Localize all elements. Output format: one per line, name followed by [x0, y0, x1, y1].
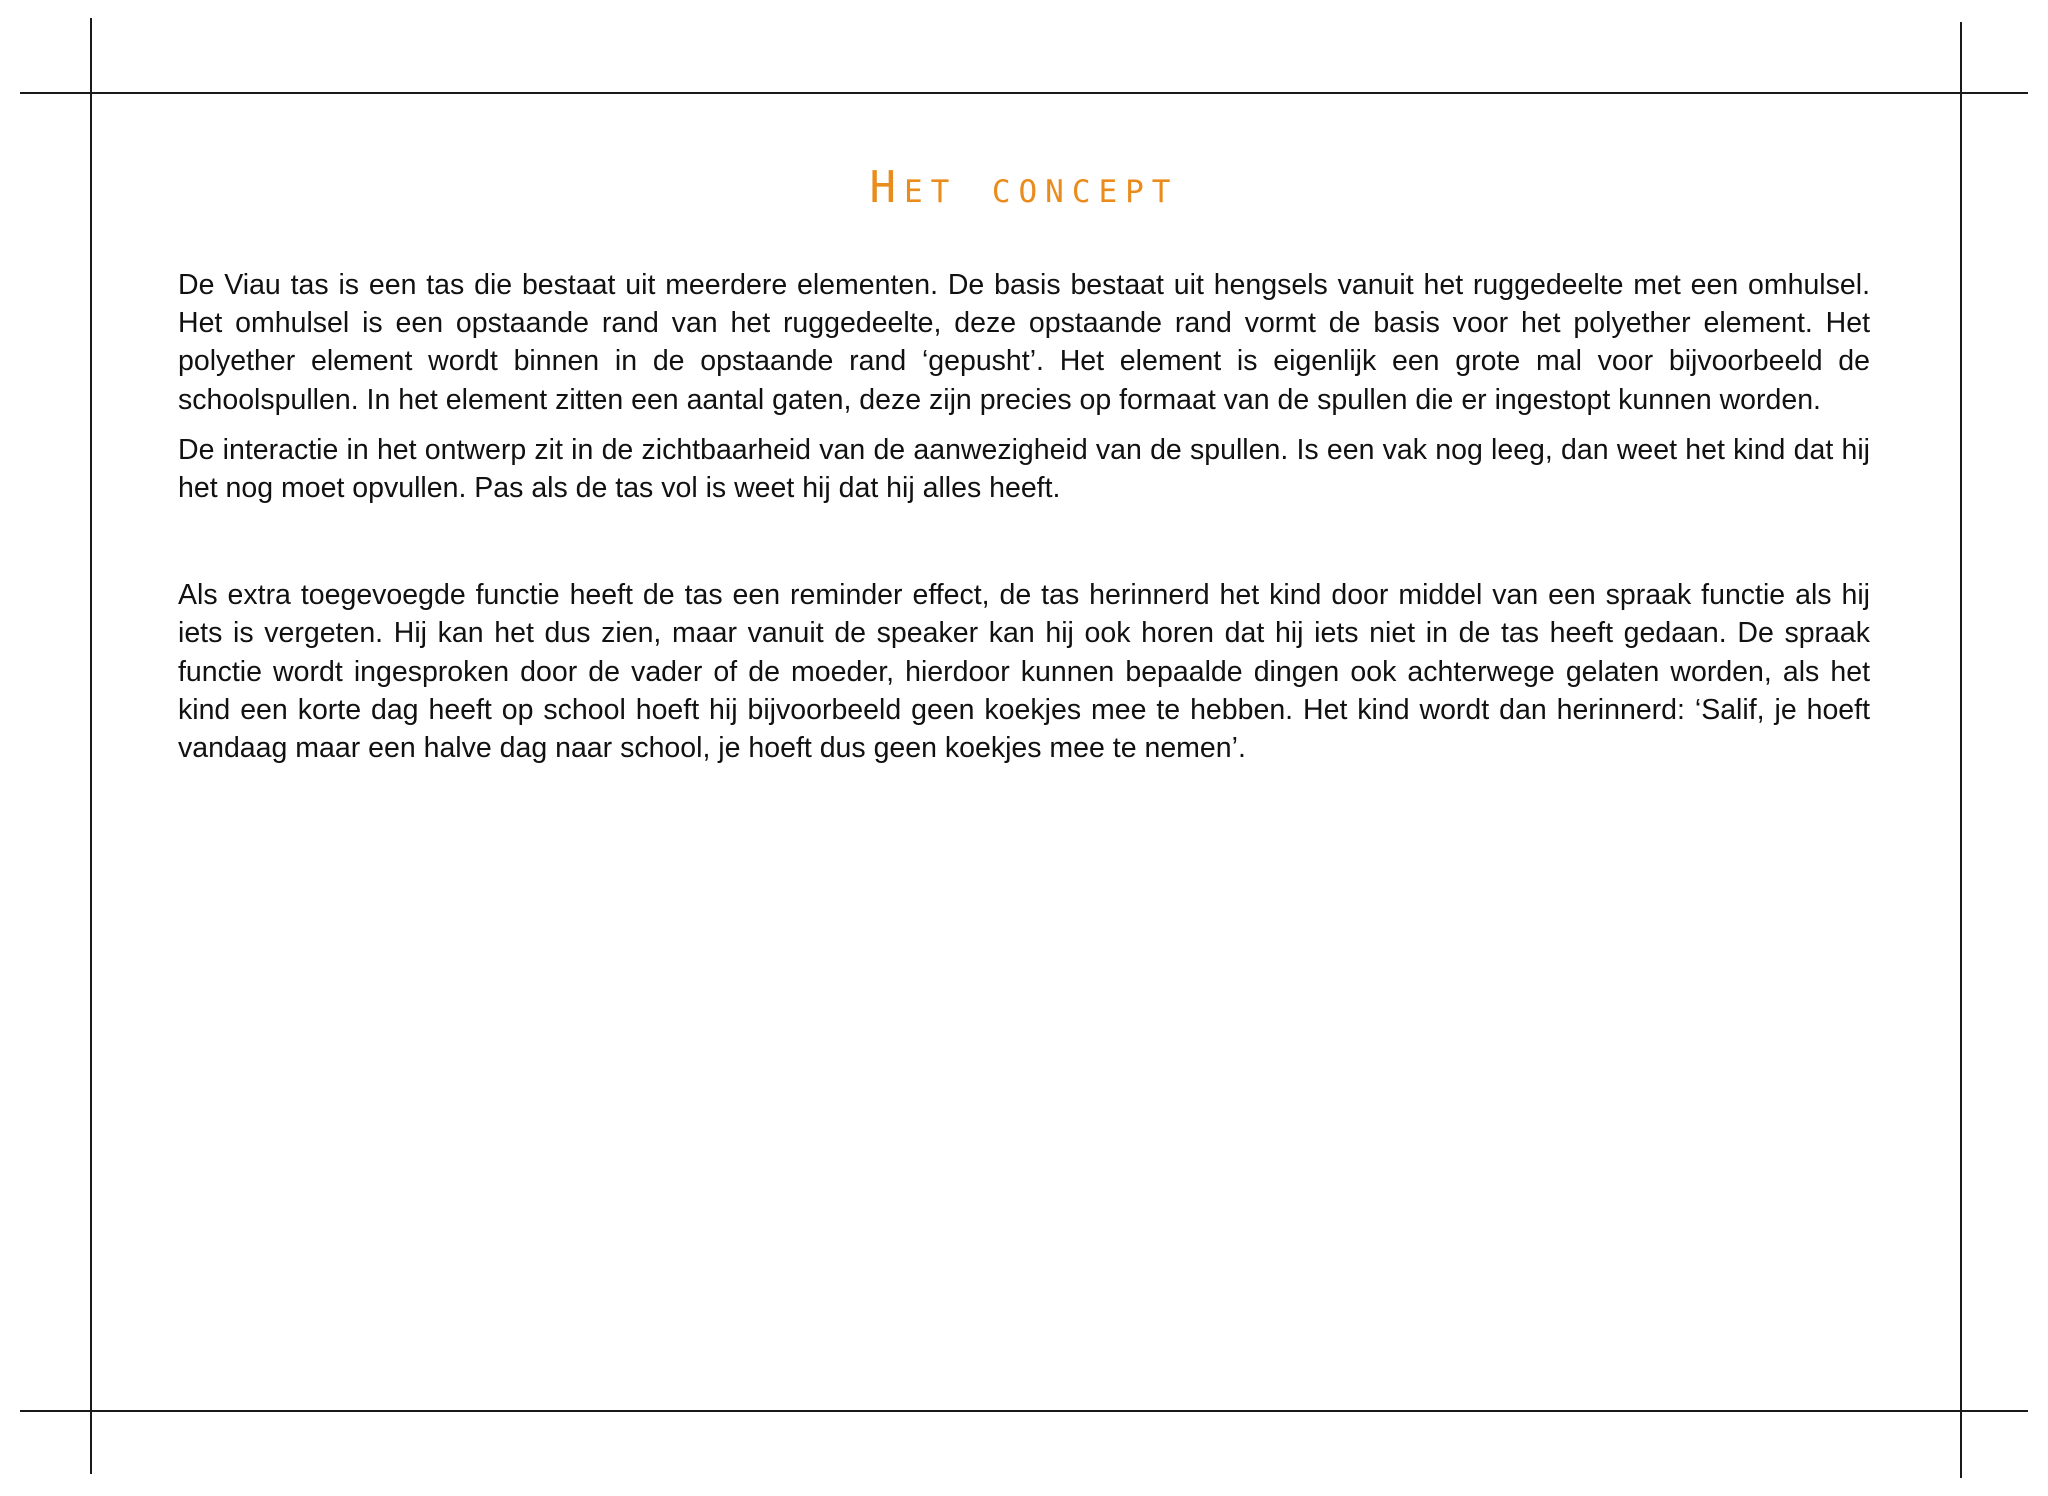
frame-line-left: [90, 18, 92, 1474]
frame-line-right: [1960, 22, 1962, 1478]
paragraph: Als extra toegevoegde functie heeft de tas een reminder effect, de tas herinnerd het kind door middel van een spraak functie als hij iets is vergeten. Hij kan het dus zien, maar vanuit de speaker kan hij ook horen dat hij iets niet in de tas heeft gedaan. De spraak functie wordt ingesproken door de vader of de moeder, hierdoor kunnen bepaalde dingen ook achterwege gelaten worden, als het kind een korte dag heeft op school hoeft hij bijvoorbeeld geen koekjes mee te hebben. Het kind wordt dan herinnerd: ‘Salif, je hoeft vandaag maar een halve dag naar school, je hoeft dus geen koekjes mee te nemen’.: [178, 579, 1870, 765]
frame-line-bottom: [20, 1410, 2028, 1412]
page-title: Het concept: [869, 162, 1179, 213]
body-text: [178, 266, 1870, 767]
paragraph: De interactie in het ontwerp zit in de zichtbaarheid van de aanwezigheid van de spullen. Is een vak nog leeg, dan weet het kind dat hij het nog moet opvullen. Pas als de tas vol is weet hij dat hij alles heeft.: [178, 433, 1870, 505]
frame-line-top: [20, 92, 2028, 94]
paragraph: De Viau tas is een tas die bestaat uit meerdere elementen. De basis bestaat uit hengsels vanuit het ruggedeelte met een omhulsel. Het omhulsel is een opstaande rand van het ruggedeelte, deze opstaande rand vormt de basis voor het polyether element. Het polyether element wordt binnen in de opstaande rand ‘gepusht’. Het element is eigenlijk een grote mal voor bijvoorbeeld de schoolspullen. In het element zitten een aantal gaten, deze zijn precies op formaat van de spullen die er ingestopt kunnen worden.: [178, 269, 1870, 416]
